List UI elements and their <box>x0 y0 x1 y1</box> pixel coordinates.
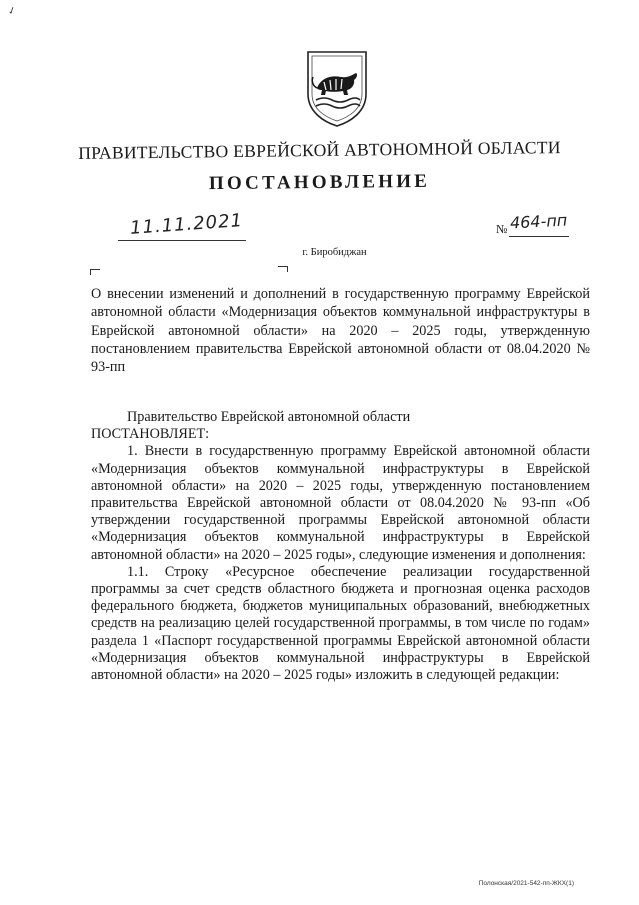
paragraph-item-1: 1. Внести в государственную программу Еврейской автономной области «Модернизация объектов коммунальной инфраструктуры в Еврейской автономной области» на 2020 – 2025 годы, утвержденную постановлением правительства Еврейской автономной области от 08.04.2020 № 93-пп «Об утверждении государственной программы Еврейской автономной области «Модернизация объектов коммунальной инфраструктуры в Еврейской автономной области» на 2020 – 2025 годы», следующие изменения и дополнения: <box>91 443 590 563</box>
document-body <box>91 409 590 684</box>
document-number: 464-пп <box>509 210 568 233</box>
coat-of-arms-emblem <box>304 48 370 128</box>
document-type-title: ПОСТАНОВЛЕНИЕ <box>208 170 431 195</box>
footer-reference: Полонская/2021-542-пп-ЖКХ(1) <box>478 880 574 887</box>
document-date: 11.11.2021 <box>129 210 244 239</box>
scan-mark: ✓ <box>6 4 19 19</box>
authority-line: Правительство Еврейской автономной области <box>127 409 411 425</box>
number-label: № <box>496 222 508 236</box>
paragraph-item-1-1: 1.1. Строку «Ресурсное обеспечение реализации государственной программы за счет средств областного бюджета и прогнозная оценка расходов федерального бюджета, бюджетов муниципальных образований, внебюджетных средств на реализацию целей государственной программы, в том числе по годам» раздела 1 «Паспорт государственной программы Еврейской автономной области «Модернизация объектов коммунальной инфраструктуры в Еврейской автономной области» на 2020 – 2025 годы» изложить в следующей редакции: <box>91 563 590 684</box>
subject-bracket-left <box>90 269 100 275</box>
decides-line: ПОСТАНОВЛЯЕТ: <box>91 426 210 443</box>
city-name: г. Биробиджан <box>302 247 367 258</box>
subject-bracket-right <box>278 266 288 272</box>
document-subject: О внесении изменений и дополнений в государственную программу Еврейской автономной области «Модернизация объектов коммунальной инфраструктуры в Еврейской автономной области» на 2020 – 2025 годы, утвержденную постановлением правительства Еврейской автономной области от 08.04.2020 № 93-пп <box>91 286 590 376</box>
government-title: ПРАВИТЕЛЬСТВО ЕВРЕЙСКОЙ АВТОНОМНОЙ ОБЛАСТИ <box>78 137 561 163</box>
